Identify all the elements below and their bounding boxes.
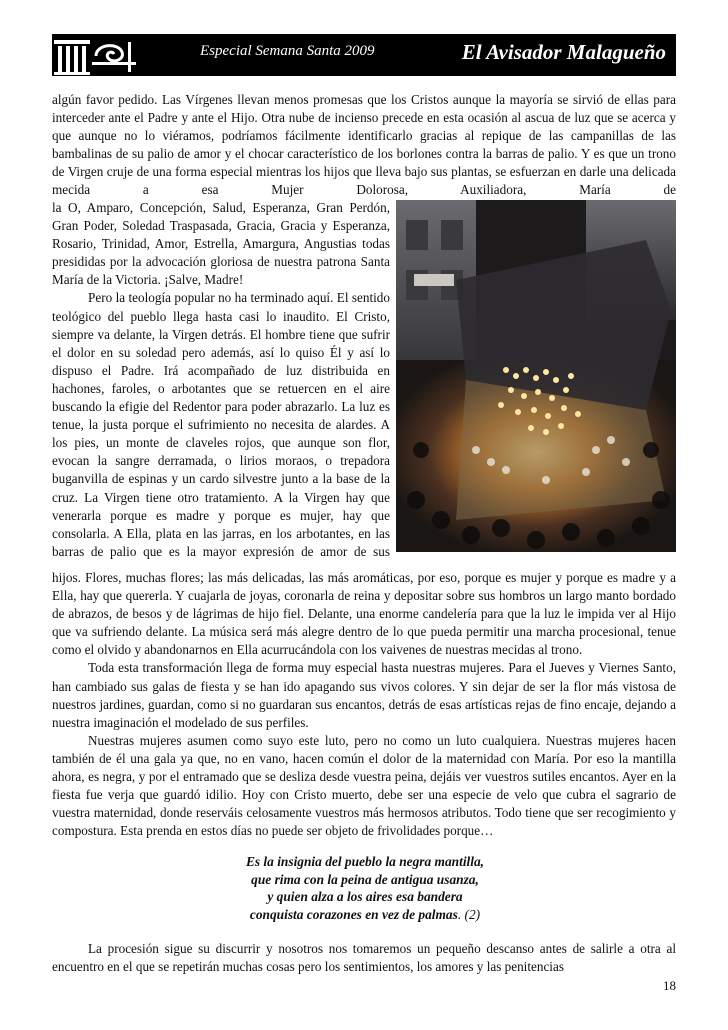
publication-title: El Avisador Malagueño <box>461 40 666 64</box>
section-title: Especial Semana Santa 2009 <box>200 43 375 59</box>
paragraph-1-column: la O, Amparo, Concepción, Salud, Esperanza, Gran Perdón, Gran Poder, Soledad Traspasada, Gracia, Gracia y Esperanza, Rosario, Trinidad, Amor, Estrella, Amargura, Angustias todas presididas por la advocación gloriosa de nuestra patrona Santa María de la Victoria. ¡Salve, Madre! <box>52 200 390 288</box>
verse-line: y quien alza a los aires esa bandera <box>267 889 463 904</box>
column-scroll-logo-icon <box>52 34 140 76</box>
page-header <box>52 34 676 76</box>
verse-line: Es la insignia del pueblo la negra mantilla, <box>245 854 485 869</box>
procession-photo <box>396 200 676 552</box>
verse-line: que rima con la peina de antigua usanza, <box>251 871 479 887</box>
body-text-bottom <box>52 569 676 840</box>
paragraph-2-column: Pero la teología popular no ha terminado aquí. El sentido teológico del pueblo llega hasta casi lo inaudito. El Cristo, siempre va delante, la Virgen detrás. El hombre tiene que sufrir el dolor en su soledad pero además, así lo quiso Él y así lo dispuso el Padre. Irá acompañado de luz distribuida en hachones, faroles, o arbotantes que se retuercen en el aire buscando la efigie del Redentor para poder abrazarlo. La luz es tenue, la justa porque el sufrimiento no necesita de alardes. A los pies, un monte de claveles rojos, que aunque son flor, evocan la sangre derramada, o lirios moraos, o trepadora buganvilla de espinas y un cardo silvestre junto a la base de la cruz. La Virgen tiene otro tratamiento. A la Virgen hay que venerarla porque es madre y porque es mujer, hay que consolarla. A Ella, plata en las jarras, en los arbotantes, en las barras de palio que es la mayor expresión de amor de sus <box>52 290 390 559</box>
verse-line: conquista corazones en vez de palmas <box>249 906 458 922</box>
paragraph-1-full: algún favor pedido. Las Vírgenes llevan menos promesas que los Cristos aunque la mayoría se sirvió de ellas para interceder ante el Padre y ante el Hijo. Otra nube de incienso precede en esta ocasión al ascua de luz que se acerca y que aunque no lo viéramos, podríamos fácilmente identificarlo gracias al repique de las campanillas de las bambalinas de su palio de amor y el chocar característico de los borlones contra la barras de palio. Y es que un trono de Virgen cruje de una forma especial mientras los hijos que lleva bajo sus plantas, se esfuerzan en darle una delicada mecida a esa Mujer Dolorosa, Auxiliadora, María de <box>52 92 676 198</box>
paragraph-3: Toda esta transformación llega de forma muy especial hasta nuestras mujeres. Para el Jueves y Viernes Santo, han cambiado sus galas de fiesta y se han ido apagando sus vivos colores. Y sin dejar de ser la flor más vistosa de nuestros jardines, guardan, como si no guardaran sus encantos, detrás de esas artísticas rejas de fino encaje, dejando a nuestra imaginación el modelado de sus perfiles. <box>52 660 676 730</box>
verse-block <box>180 853 550 923</box>
virgin-throne-image <box>396 200 676 552</box>
verse-line-last <box>180 906 550 924</box>
page-number: 18 <box>663 978 676 993</box>
body-text-column <box>52 199 390 561</box>
paragraph-5: La procesión sigue su discurrir y nosotros nos tomaremos un pequeño descanso antes de salirle a otra al encuentro en el que se repetirán muchas cosas pero los sentimientos, los amores y las penitencias <box>52 941 676 975</box>
paragraph-4: Nuestras mujeres asumen como suyo este luto, pero no como un luto cualquiera. Nuestras mujeres hacen también de él una gala ya que, no en vano, hacen común el dolor de la maternidad con María. Por eso la mantilla ahora, es negra, y por el entramado que se desliza desde vuestra peina, dejáis ver vuestros sutiles encantos. Ayer en la fiesta fue verja que guardó idilio. Hoy con Cristo muerto, debe ser una especie de velo que cubra el sagrario de vuestra maternidad, donde reserváis celosamente vuestros más hermosos atributos. Todo tiene que ser recogimiento y compostura. Esta prenda en estos días no puede ser objeto de frivolidades porque… <box>52 732 676 839</box>
body-text-end <box>52 940 676 976</box>
body-text-top <box>52 91 676 200</box>
verse-reference: . (2) <box>457 906 481 922</box>
paragraph-2-full: hijos. Flores, muchas flores; las más delicadas, las más aromáticas, por eso, porque es mujer y porque es madre y a Ella, hay que quererla. Y cuajarla de joyas, coronarla de reina y depositar sobre sus hombros un largo manto bordado de abrazos, de besos y de lágrimas de hijo fiel. Delante, una enorme candelería para que la luz le impida ver al Hijo que va sufriendo delante. La música será más alegre dentro de lo que pueda permitir una marcha procesional, tenue como el olvido y abandonarnos en Ella acurrucándola con los vaivenes de nuestras mecidas al trono. <box>52 570 676 658</box>
